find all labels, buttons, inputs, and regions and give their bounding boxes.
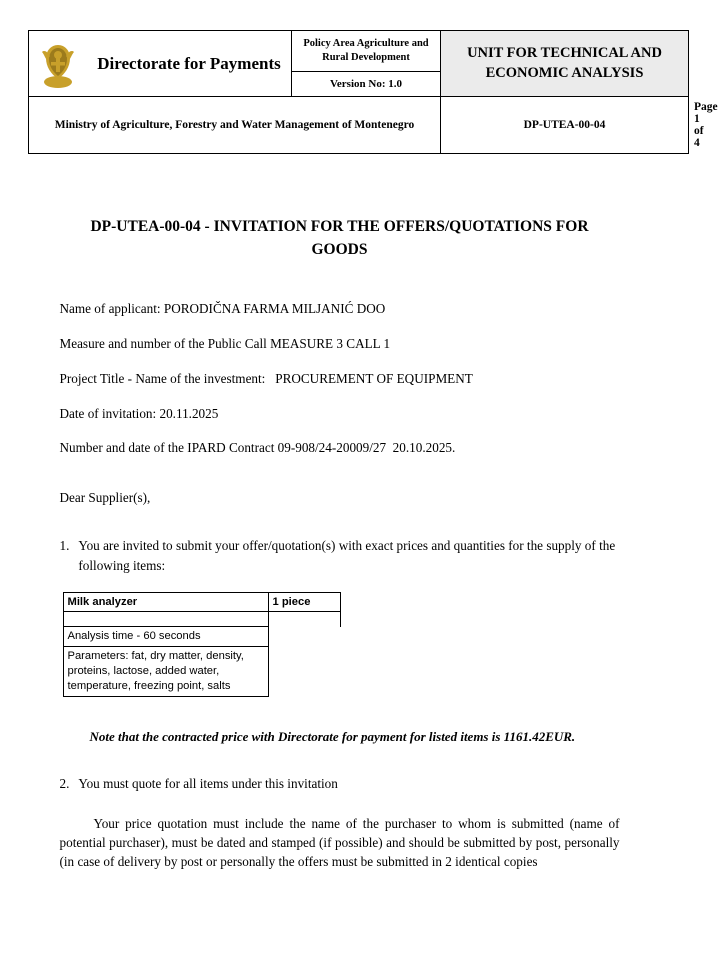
table-row (63, 627, 340, 647)
contract-price-note: Note that the contracted price with Directorate for payment for listed items is 1161.42EUR. (89, 728, 576, 744)
organisation-title: Directorate for Payments (97, 54, 281, 74)
field-project-title: Project Title - Name of the investment: PROCUREMENT OF EQUIPMENT (59, 370, 473, 386)
document-code-cell: DP-UTEA-00-04 (441, 97, 689, 154)
version-cell: Version No: 1.0 (292, 72, 441, 97)
document-body (60, 299, 620, 871)
closing-paragraph: Your price quotation must include the name of the purchaser to whom is submitted (name of potential purchaser), must be dated and stamped (if possible) and should be submitted by post, personally (in case of delivery by post or personally the offers must be submitted in 2 identical copies (59, 815, 620, 870)
header-row-bottom: Ministry of Agriculture, Forestry and Water Management of Montenegro DP-UTEA-00-04 Page 1 of 4 (29, 97, 689, 154)
clause-1-number: 1. (59, 538, 70, 554)
clause-1 (60, 536, 620, 576)
item-spec-parameters-cell: Parameters: fat, dry matter, density, proteins, lactose, added water, temperature, freezing point, salts (63, 647, 268, 696)
item-quantity-cell: 1 piece (268, 592, 340, 612)
item-name-cell: Milk analyzer (63, 592, 268, 612)
field-ipard-contract: Number and date of the IPARD Contract 09-908/24-20009/27 20.10.2025. (59, 440, 456, 456)
page-title: DP-UTEA-00-04 - INVITATION FOR THE OFFERS/QUOTATIONS FOR GOODS (90, 218, 589, 258)
document-header-table (28, 30, 718, 154)
header-logo-cell (29, 31, 292, 97)
empty-cell (268, 627, 340, 647)
field-applicant: Name of applicant: PORODIČNA FARMA MILJANIĆ DOO (59, 301, 386, 317)
items-table (63, 592, 341, 697)
header-row-top (29, 31, 689, 72)
clause-2 (60, 774, 620, 794)
field-date-invitation: Date of invitation: 20.11.2025 (59, 405, 219, 421)
clause-2-text: You must quote for all items under this invitation (78, 776, 338, 792)
item-spacer-cell (63, 612, 268, 627)
empty-cell (268, 647, 340, 696)
table-row (63, 647, 340, 696)
unit-cell: UNIT FOR TECHNICAL AND ECONOMIC ANALYSIS (441, 31, 689, 97)
clause-2-number: 2. (59, 776, 70, 792)
item-spec-time-cell: Analysis time - 60 seconds (63, 627, 268, 647)
field-measure-call: Measure and number of the Public Call MEASURE 3 CALL 1 (59, 336, 391, 352)
empty-cell (268, 612, 340, 627)
policy-area-cell: Policy Area Agriculture and Rural Development (292, 31, 441, 72)
montenegro-coat-of-arms-icon (37, 38, 79, 90)
clause-1-text: You are invited to submit your offer/quotation(s) with exact prices and quantities for the supply of the following items: (78, 538, 616, 573)
salutation: Dear Supplier(s), (59, 490, 151, 506)
table-row-spacer (63, 612, 340, 627)
table-row (63, 592, 340, 612)
ministry-cell: Ministry of Agriculture, Forestry and Water Management of Montenegro (29, 97, 441, 154)
